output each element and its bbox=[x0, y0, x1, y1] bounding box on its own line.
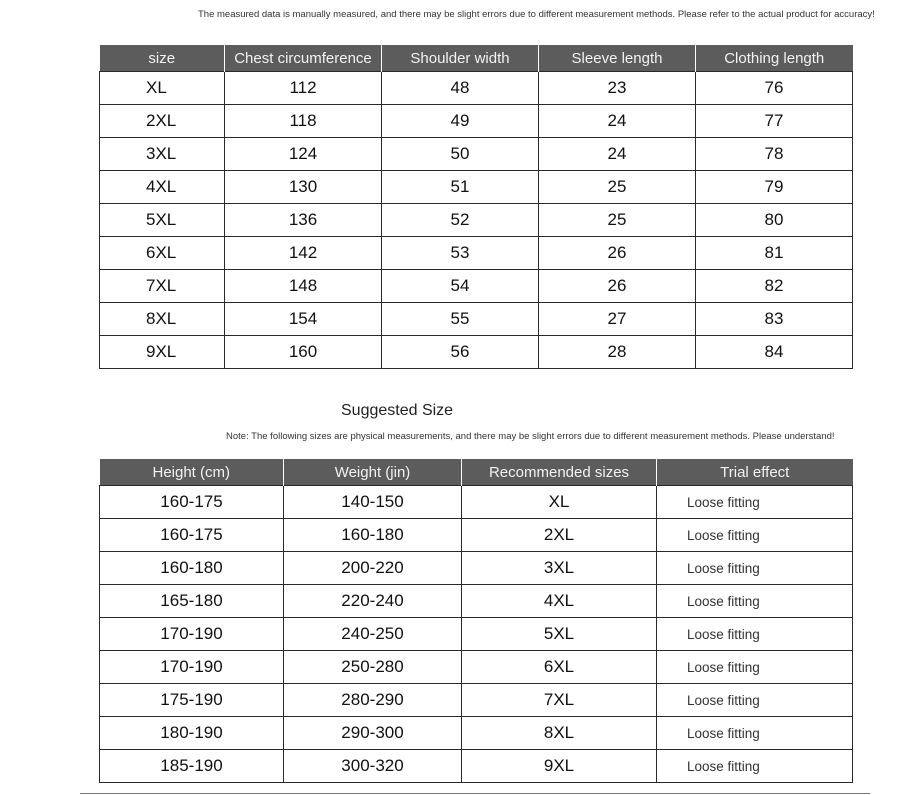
weight-cell: 300-320 bbox=[284, 750, 462, 783]
table-row bbox=[100, 684, 853, 717]
sleeve-cell: 24 bbox=[539, 138, 696, 171]
sleeve-cell: 25 bbox=[539, 171, 696, 204]
weight-cell: 200-220 bbox=[284, 552, 462, 585]
sleeve-cell: 23 bbox=[539, 72, 696, 105]
shoulder-cell: 51 bbox=[382, 171, 539, 204]
chest-cell: 154 bbox=[225, 303, 382, 336]
height-cell: 160-175 bbox=[100, 486, 284, 519]
suggested-size-table bbox=[99, 459, 853, 783]
height-cell: 175-190 bbox=[100, 684, 284, 717]
height-cell: 170-190 bbox=[100, 651, 284, 684]
height-cell: 165-180 bbox=[100, 585, 284, 618]
recommended-cell: 3XL bbox=[462, 552, 657, 585]
table-row bbox=[100, 750, 853, 783]
trial-effect-cell: Loose fitting bbox=[657, 717, 853, 750]
table-row bbox=[100, 171, 853, 204]
trial-effect-cell: Loose fitting bbox=[657, 618, 853, 651]
table-row bbox=[100, 618, 853, 651]
measurement-note: The measured data is manually measured, and there may be slight errors due to different measurement methods. Please refer to the actual product for accuracy! bbox=[198, 9, 875, 20]
recommended-cell: 7XL bbox=[462, 684, 657, 717]
length-cell: 79 bbox=[696, 171, 853, 204]
shoulder-cell: 56 bbox=[382, 336, 539, 369]
height-cell: 180-190 bbox=[100, 717, 284, 750]
length-cell: 78 bbox=[696, 138, 853, 171]
length-cell: 84 bbox=[696, 336, 853, 369]
weight-cell: 250-280 bbox=[284, 651, 462, 684]
header-trial-effect: Trial effect bbox=[657, 459, 853, 486]
height-cell: 170-190 bbox=[100, 618, 284, 651]
trial-effect-cell: Loose fitting bbox=[657, 750, 853, 783]
table-row bbox=[100, 270, 853, 303]
size-cell: 9XL bbox=[100, 336, 225, 369]
length-cell: 80 bbox=[696, 204, 853, 237]
trial-effect-cell: Loose fitting bbox=[657, 486, 853, 519]
sleeve-cell: 24 bbox=[539, 105, 696, 138]
table-row bbox=[100, 105, 853, 138]
size-cell: 4XL bbox=[100, 171, 225, 204]
table-row bbox=[100, 585, 853, 618]
trial-effect-cell: Loose fitting bbox=[657, 519, 853, 552]
size-cell: 3XL bbox=[100, 138, 225, 171]
table-row bbox=[100, 552, 853, 585]
recommended-cell: 4XL bbox=[462, 585, 657, 618]
chest-cell: 160 bbox=[225, 336, 382, 369]
size-cell: 5XL bbox=[100, 204, 225, 237]
header-chest: Chest circumference bbox=[225, 45, 382, 72]
height-cell: 160-175 bbox=[100, 519, 284, 552]
sleeve-cell: 26 bbox=[539, 237, 696, 270]
recommended-cell: 8XL bbox=[462, 717, 657, 750]
shoulder-cell: 52 bbox=[382, 204, 539, 237]
table-row bbox=[100, 651, 853, 684]
header-clothing-length: Clothing length bbox=[696, 45, 853, 72]
table-row bbox=[100, 519, 853, 552]
weight-cell: 290-300 bbox=[284, 717, 462, 750]
suggest-table-header bbox=[100, 459, 853, 486]
header-weight: Weight (jin) bbox=[284, 459, 462, 486]
chest-cell: 142 bbox=[225, 237, 382, 270]
chest-cell: 118 bbox=[225, 105, 382, 138]
recommended-cell: XL bbox=[462, 486, 657, 519]
suggested-size-title: Suggested Size bbox=[341, 402, 454, 419]
size-cell: XL bbox=[100, 72, 225, 105]
shoulder-cell: 53 bbox=[382, 237, 539, 270]
trial-effect-cell: Loose fitting bbox=[657, 684, 853, 717]
size-cell: 6XL bbox=[100, 237, 225, 270]
length-cell: 83 bbox=[696, 303, 853, 336]
chest-cell: 112 bbox=[225, 72, 382, 105]
table-row bbox=[100, 303, 853, 336]
header-sleeve: Sleeve length bbox=[539, 45, 696, 72]
shoulder-cell: 48 bbox=[382, 72, 539, 105]
length-cell: 76 bbox=[696, 72, 853, 105]
trial-effect-cell: Loose fitting bbox=[657, 585, 853, 618]
header-recommended: Recommended sizes bbox=[462, 459, 657, 486]
header-shoulder: Shoulder width bbox=[382, 45, 539, 72]
shoulder-cell: 54 bbox=[382, 270, 539, 303]
table-row bbox=[100, 237, 853, 270]
size-table-header bbox=[100, 45, 853, 72]
recommended-cell: 9XL bbox=[462, 750, 657, 783]
chest-cell: 130 bbox=[225, 171, 382, 204]
table-row bbox=[100, 336, 853, 369]
table-row bbox=[100, 72, 853, 105]
weight-cell: 140-150 bbox=[284, 486, 462, 519]
bottom-divider bbox=[80, 793, 870, 794]
size-cell: 2XL bbox=[100, 105, 225, 138]
weight-cell: 280-290 bbox=[284, 684, 462, 717]
table-row bbox=[100, 204, 853, 237]
sleeve-cell: 28 bbox=[539, 336, 696, 369]
size-cell: 8XL bbox=[100, 303, 225, 336]
size-cell: 7XL bbox=[100, 270, 225, 303]
trial-effect-cell: Loose fitting bbox=[657, 651, 853, 684]
sleeve-cell: 26 bbox=[539, 270, 696, 303]
weight-cell: 240-250 bbox=[284, 618, 462, 651]
shoulder-cell: 49 bbox=[382, 105, 539, 138]
length-cell: 81 bbox=[696, 237, 853, 270]
size-info-table bbox=[99, 45, 853, 369]
weight-cell: 160-180 bbox=[284, 519, 462, 552]
recommended-cell: 6XL bbox=[462, 651, 657, 684]
shoulder-cell: 50 bbox=[382, 138, 539, 171]
weight-cell: 220-240 bbox=[284, 585, 462, 618]
chest-cell: 136 bbox=[225, 204, 382, 237]
suggested-size-note: Note: The following sizes are physical measurements, and there may be slight errors due to different measurement methods. Please understand! bbox=[226, 431, 835, 442]
trial-effect-cell: Loose fitting bbox=[657, 552, 853, 585]
sleeve-cell: 25 bbox=[539, 204, 696, 237]
recommended-cell: 2XL bbox=[462, 519, 657, 552]
sleeve-cell: 27 bbox=[539, 303, 696, 336]
chest-cell: 124 bbox=[225, 138, 382, 171]
header-size: size bbox=[100, 45, 225, 72]
height-cell: 160-180 bbox=[100, 552, 284, 585]
table-row bbox=[100, 138, 853, 171]
header-height: Height (cm) bbox=[100, 459, 284, 486]
table-row bbox=[100, 486, 853, 519]
shoulder-cell: 55 bbox=[382, 303, 539, 336]
length-cell: 82 bbox=[696, 270, 853, 303]
table-row bbox=[100, 717, 853, 750]
chest-cell: 148 bbox=[225, 270, 382, 303]
height-cell: 185-190 bbox=[100, 750, 284, 783]
length-cell: 77 bbox=[696, 105, 853, 138]
recommended-cell: 5XL bbox=[462, 618, 657, 651]
